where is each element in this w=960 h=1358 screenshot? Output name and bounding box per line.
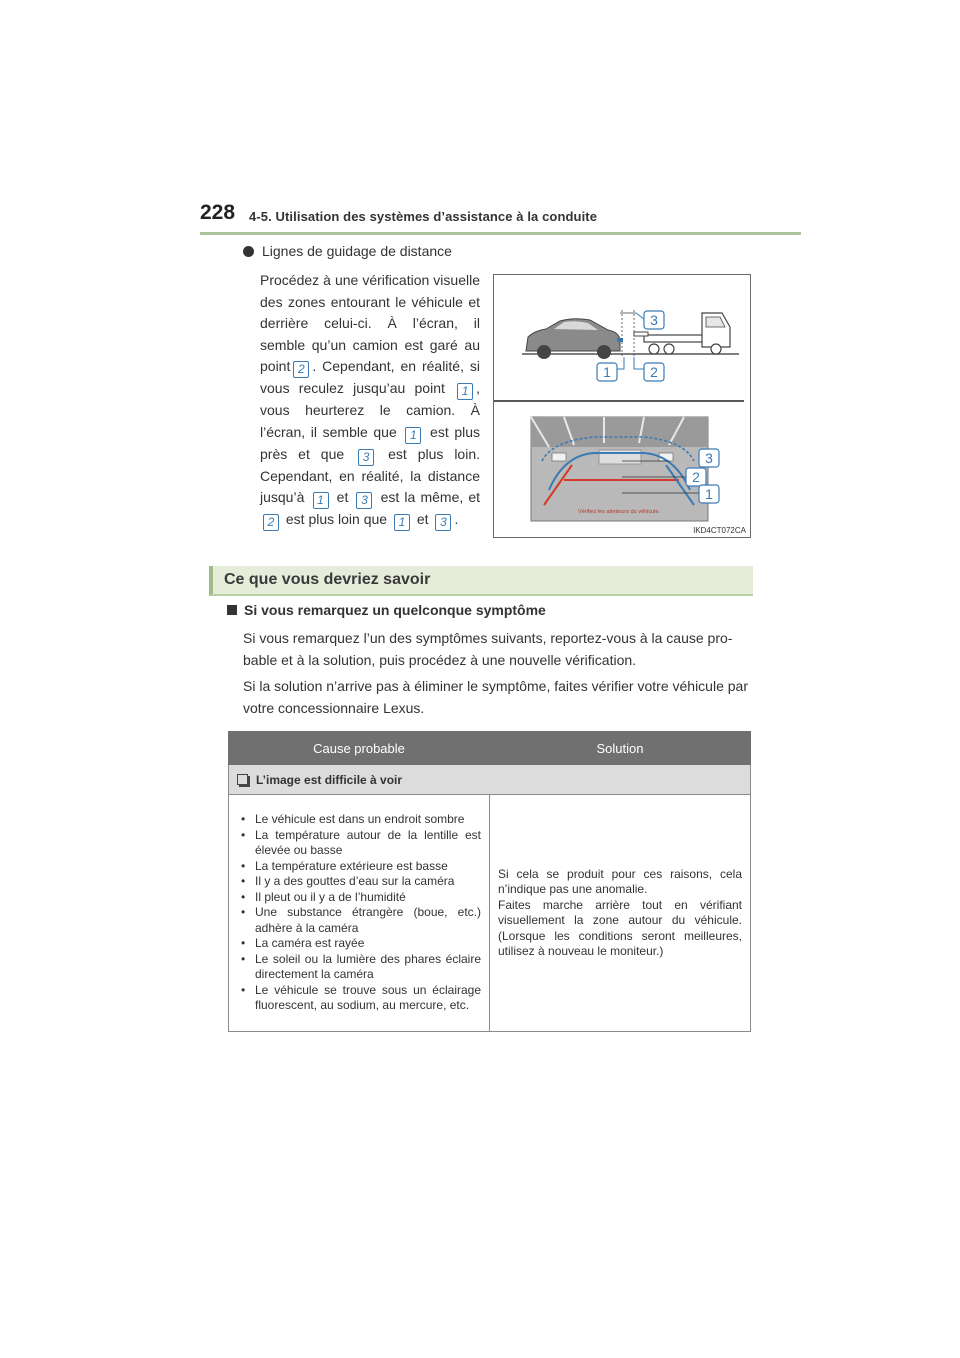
leader-line-2 <box>634 357 644 369</box>
square-bullet-icon <box>227 605 237 615</box>
para-text: est la même, et <box>380 489 481 505</box>
leader-line-3 <box>636 313 644 319</box>
fig-label-3: 3 <box>650 312 658 328</box>
car-wheel <box>597 345 611 359</box>
fig-label-1: 1 <box>603 364 611 380</box>
para-text: est plus loin. Cependant, en réalité, la distance jusqu’à <box>260 445 481 505</box>
body-paragraph-1: Si vous remarquez l’un des symptômes suivants, reportez-vous à la cause pro-bable et à la solution, puis procédez à une nouvelle vérification. <box>243 630 733 668</box>
bottom-label-2 <box>686 468 706 486</box>
cause-item: • Le véhicule se trouve sous un éclairage fluorescent, au sodium, au mercure, etc. <box>237 983 481 1014</box>
number-badge-1: 1 <box>313 492 329 509</box>
checkbox-icon <box>237 774 248 785</box>
solution-text-1: Si cela se produit pour ces raisons, cela n’indique pas une anomalie. <box>498 866 742 896</box>
symptom-table <box>228 731 751 1032</box>
figure-illustration <box>494 275 750 537</box>
para-text: est plus près et que <box>260 423 481 462</box>
screen-warning-text: Vérifiez les alentours du véhicule. <box>578 509 660 515</box>
fig-label-2: 2 <box>692 469 700 485</box>
causes-cell <box>229 795 490 1032</box>
cause-item: • Le véhicule est dans un endroit sombre <box>237 812 481 828</box>
bullet-dot-icon <box>243 246 254 257</box>
number-badge-2: 2 <box>263 514 279 531</box>
fig-label-3: 3 <box>705 450 713 466</box>
category-row <box>229 765 751 795</box>
para-text: Procédez à une vérification visuelle des zones entourant le véhicule et derrière celui-ci. À l’écran, il semble qu’un camion est garé au point <box>260 272 480 374</box>
top-label-3 <box>644 311 664 329</box>
header-solution: Solution <box>490 732 751 765</box>
table-header-row <box>229 732 751 765</box>
cause-item: • Il pleut ou il y a de l’humidité <box>237 890 481 906</box>
number-badge-3: 3 <box>356 492 372 509</box>
bottom-label-3 <box>699 449 719 467</box>
guidance-paragraph <box>260 270 480 531</box>
para-text: . Cependant, en réalité, si vous reculez jusqu’au point <box>260 358 480 396</box>
para-text: . <box>454 511 459 527</box>
cause-item: • Il y a des gouttes d’eau sur la caméra <box>237 874 481 890</box>
number-badge-1: 1 <box>394 514 410 531</box>
chapter-title: 4-5. Utilisation des systèmes d’assistance à la conduite <box>249 209 598 224</box>
fig-label-2: 2 <box>650 364 658 380</box>
para-text: et <box>336 489 349 505</box>
category-cell <box>229 765 751 795</box>
header-rule <box>200 232 801 235</box>
cause-item: • La température autour de la lentille est élevée ou basse <box>237 828 481 859</box>
number-badge-3: 3 <box>358 449 374 466</box>
cause-item: • Le soleil ou la lumière des phares éclaire directement la caméra <box>237 952 481 983</box>
solution-cell <box>490 795 751 1032</box>
top-label-2 <box>644 363 664 381</box>
category-label: L’image est difficile à voir <box>256 772 403 787</box>
solution-text-2: Faites marche arrière tout en vérifiant visuellement la zone autour du véhicule. (Lorsque les conditions seront meilleures, utilisez à nouveau le moniteur.) <box>498 897 742 958</box>
sub-heading: Si vous remarquez un quelconque symptôme <box>244 602 546 618</box>
number-badge-2: 2 <box>293 361 309 378</box>
para-text: , vous heurterez le camion. À l’écran, il semble que <box>260 380 481 440</box>
number-badge-1: 1 <box>457 383 473 400</box>
fig-label-1: 1 <box>705 486 713 502</box>
para-text: et <box>416 511 429 527</box>
table-row <box>229 795 751 1032</box>
header-cause: Cause probable <box>229 732 490 765</box>
camera-screen <box>531 417 708 521</box>
top-label-1 <box>597 363 617 381</box>
bullet-heading: Lignes de guidage de distance <box>262 243 452 259</box>
page-number: 228 <box>200 201 236 224</box>
figure-caption: IKD4CT072CA <box>693 526 746 535</box>
cause-item: • Une substance étrangère (boue, etc.) adhère à la caméra <box>237 905 481 936</box>
car-wheel <box>537 345 551 359</box>
para-text: est plus loin que <box>285 511 388 527</box>
number-badge-3: 3 <box>435 514 451 531</box>
bottom-label-1 <box>699 485 719 503</box>
cause-item: • La caméra est rayée <box>237 936 481 952</box>
body-paragraph-2: Si la solution n’arrive pas à éliminer le symptôme, faites vérifier votre véhicule par votre concessionnaire Lexus. <box>243 678 748 716</box>
distance-guide-figure <box>493 274 751 538</box>
section-title: Ce que vous devriez savoir <box>224 571 431 588</box>
number-badge-1: 1 <box>405 427 421 444</box>
cause-item: • La température extérieure est basse <box>237 859 481 875</box>
